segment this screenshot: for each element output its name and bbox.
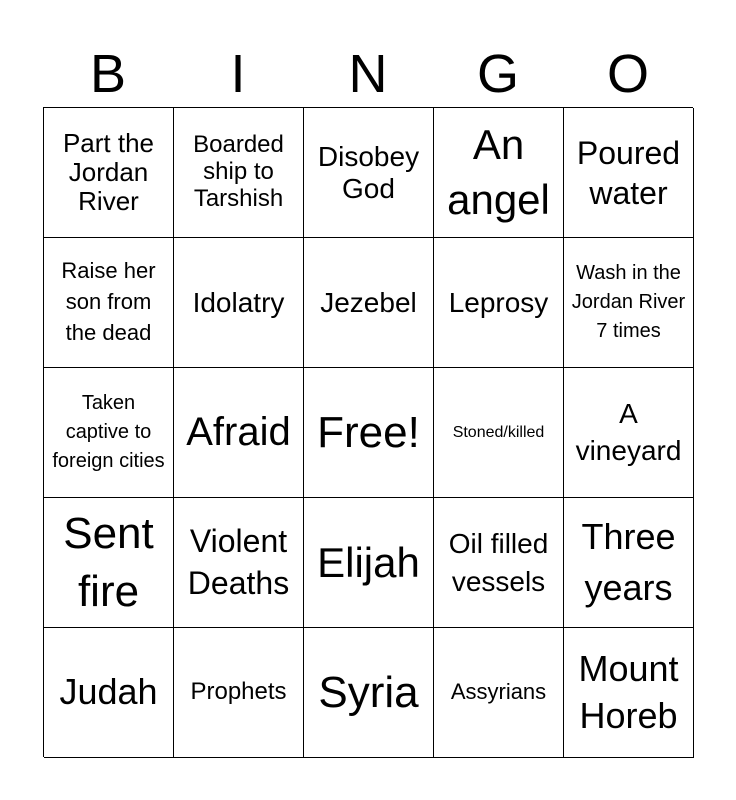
bingo-cell[interactable]	[434, 238, 564, 368]
cell-text: Raise her son from the dead	[61, 258, 156, 345]
header-letter-b: B	[89, 44, 127, 104]
cell-text: Wash in the Jordan River 7 times	[571, 262, 686, 342]
bingo-cell[interactable]	[44, 498, 174, 628]
cell-text: Assyrians	[450, 679, 547, 705]
bingo-cell[interactable]	[434, 108, 564, 238]
cell-text: Disobey God	[317, 141, 420, 204]
header-letter-i: I	[230, 44, 246, 104]
bingo-cell[interactable]	[564, 238, 694, 368]
bingo-cell[interactable]	[174, 498, 304, 628]
header-letter-o: O	[606, 44, 649, 104]
bingo-cell[interactable]	[304, 108, 434, 238]
bingo-cell[interactable]	[304, 368, 434, 498]
bingo-cell[interactable]	[44, 368, 174, 498]
cell-text: Stoned/killed	[452, 423, 545, 441]
bingo-cell[interactable]	[174, 238, 304, 368]
bingo-grid	[43, 107, 693, 757]
cell-text: Part the Jordan River	[62, 127, 155, 217]
cell-text: Free!	[317, 407, 420, 457]
bingo-cell[interactable]	[174, 368, 304, 498]
bingo-cell[interactable]	[564, 368, 694, 498]
cell-text: An angel	[447, 120, 550, 223]
bingo-cell[interactable]	[174, 108, 304, 238]
cell-text: A vineyard	[575, 398, 682, 466]
cell-text: Prophets	[190, 678, 287, 706]
cell-text: Oil filled vessels	[448, 527, 549, 597]
cell-text: Sent fire	[63, 509, 154, 616]
cell-text: Leprosy	[448, 286, 549, 318]
header-letter-g: G	[476, 44, 519, 104]
bingo-header	[43, 40, 693, 108]
cell-text: Taken captive to foreign cities	[52, 392, 165, 472]
bingo-cell[interactable]	[44, 628, 174, 758]
bingo-cell[interactable]	[304, 498, 434, 628]
cell-text: Poured water	[576, 134, 681, 211]
cell-text: Jezebel	[320, 286, 417, 318]
cell-text: Mount Horeb	[578, 647, 679, 736]
cell-text: Judah	[59, 671, 158, 713]
bingo-cell[interactable]	[174, 628, 304, 758]
bingo-cell[interactable]	[434, 498, 564, 628]
cell-text: Three years	[581, 516, 676, 608]
bingo-cell[interactable]	[44, 108, 174, 238]
bingo-cell[interactable]	[564, 108, 694, 238]
bingo-cell[interactable]	[434, 628, 564, 758]
bingo-cell[interactable]	[564, 498, 694, 628]
cell-text: Idolatry	[192, 286, 285, 318]
cell-text: Afraid	[186, 410, 291, 455]
bingo-cell[interactable]	[44, 238, 174, 368]
cell-text: Violent Deaths	[187, 522, 290, 601]
cell-text: Boarded ship to Tarshish	[193, 131, 284, 212]
bingo-cell[interactable]	[434, 368, 564, 498]
cell-text: Elijah	[317, 538, 420, 586]
cell-text: Syria	[318, 667, 419, 717]
bingo-cell[interactable]	[304, 238, 434, 368]
header-letter-n: N	[348, 44, 388, 104]
bingo-cell[interactable]	[304, 628, 434, 758]
bingo-cell[interactable]	[564, 628, 694, 758]
